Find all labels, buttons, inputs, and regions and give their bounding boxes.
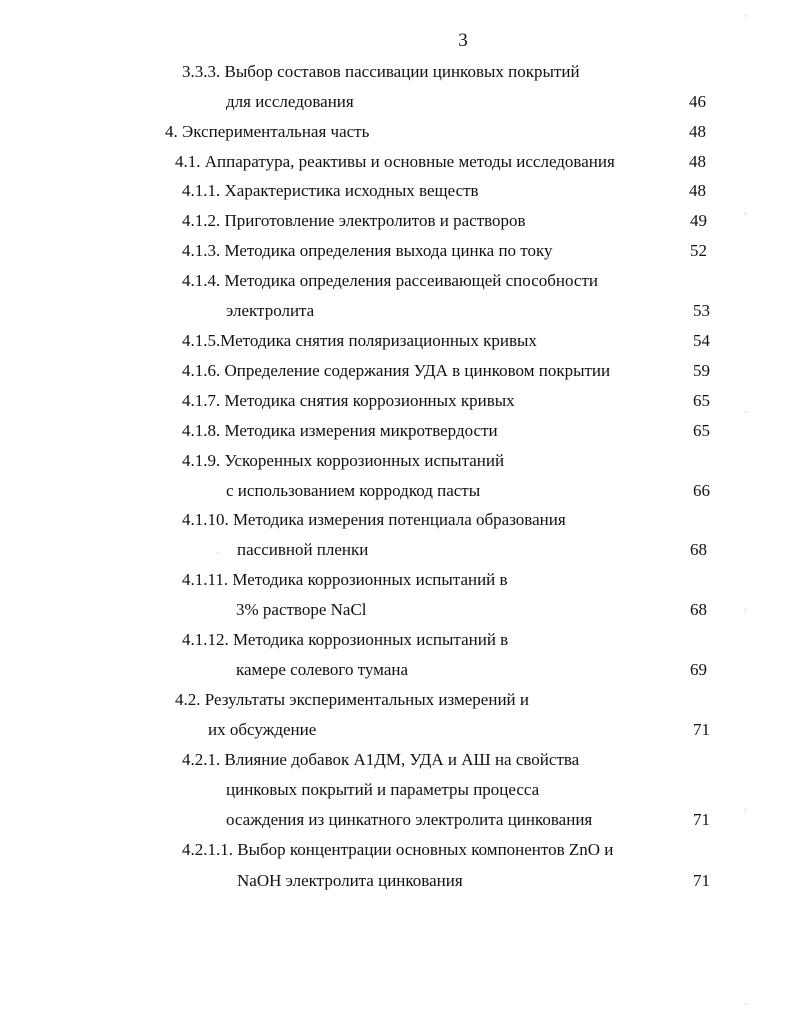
- toc-entry-page: 69: [690, 660, 707, 679]
- toc-entry-page: 66: [693, 481, 710, 500]
- toc-entry-text: 3% растворе NaCl: [236, 600, 367, 619]
- toc-entry-page: 49: [690, 211, 707, 230]
- toc-entry-page: 68: [690, 540, 707, 559]
- scan-speck: ·: [744, 209, 747, 219]
- toc-entry-page: 65: [693, 421, 710, 440]
- toc-entry-text: электролита: [226, 301, 315, 320]
- toc-entry-page: 53: [693, 301, 710, 320]
- toc-entry-text: 4.2.1.1. Выбор концентрации основных компонентов ZnO и: [182, 840, 614, 859]
- toc-entry-text: 4.1.1. Характеристика исходных веществ: [182, 181, 479, 200]
- toc-entry-page: 65: [693, 391, 710, 410]
- toc-entry-page: 48: [689, 122, 706, 141]
- toc-entry-text: 4.1.4. Методика определения рассеивающей способности: [182, 271, 598, 290]
- toc-entry-text: 4.1.7. Методика снятия коррозионных кривых: [182, 391, 515, 410]
- toc-entry-text: 4.2. Результаты экспериментальных измерений и: [175, 690, 529, 709]
- toc-entry-text: 4.1. Аппаратура, реактивы и основные методы исследования: [175, 152, 615, 171]
- toc-entry-text: 4.1.9. Ускоренных коррозионных испытаний: [182, 451, 505, 470]
- toc-entry-text: осаждения из цинкатного электролита цинкования: [226, 810, 593, 829]
- toc-entry-page: 54: [693, 331, 710, 350]
- toc-entry-text: 4.1.8. Методика измерения микротвердости: [182, 421, 498, 440]
- toc-entry-page: 52: [690, 241, 707, 260]
- toc-entry-text: 4.1.10. Методика измерения потенциала образования: [182, 510, 566, 529]
- toc-entry-text: 4.1.12. Методика коррозионных испытаний в: [182, 630, 509, 649]
- toc-entry-page: 48: [689, 181, 706, 200]
- toc-entry-text: 4.1.6. Определение содержания УДА в цинковом покрытии: [182, 361, 611, 380]
- toc-entry-text: 4.1.11. Методика коррозионных испытаний в: [182, 570, 508, 589]
- page-number: 3: [458, 30, 468, 51]
- toc-entry-text: с использованием корродкод пасты: [226, 481, 481, 500]
- toc-entry-text: для исследования: [226, 92, 354, 111]
- toc-entry-text: 4.1.3. Методика определения выхода цинка по току: [182, 241, 553, 260]
- toc-entry-text: NaOH электролита цинкования: [237, 871, 463, 890]
- scan-speck: ·: [744, 605, 747, 615]
- toc-entry-text: 4.1.5.Методика снятия поляризационных кривых: [182, 331, 537, 350]
- toc-entry-page: 71: [693, 871, 710, 890]
- toc-entry-page: 68: [690, 600, 707, 619]
- toc-entry-text: 4.1.2. Приготовление электролитов и растворов: [182, 211, 526, 230]
- toc-entry-text: камере солевого тумана: [236, 660, 409, 679]
- scan-speck: ·: [216, 548, 219, 558]
- toc-entry-text: 4.2.1. Влияние добавок А1ДМ, УДА и АШ на свойства: [182, 750, 580, 769]
- toc-entry-page: 71: [693, 810, 710, 829]
- toc-entry-page: 59: [693, 361, 710, 380]
- scan-speck: ·: [744, 11, 747, 21]
- scan-speck: ·: [744, 407, 747, 417]
- toc-entry-text: пассивной пленки: [237, 540, 369, 559]
- toc-entry-text: их обсуждение: [208, 720, 317, 739]
- toc-entry-page: 48: [689, 152, 706, 171]
- scan-speck: ·: [744, 805, 747, 815]
- toc-entry-text: 3.3.3. Выбор составов пассивации цинковых покрытий: [182, 62, 580, 81]
- scan-speck: ·: [744, 999, 747, 1009]
- toc-entry-page: 71: [693, 720, 710, 739]
- toc-entry-text: цинковых покрытий и параметры процесса: [226, 780, 540, 799]
- toc-entry-page: 46: [689, 92, 706, 111]
- toc-entry-text: 4. Экспериментальная часть: [165, 122, 370, 141]
